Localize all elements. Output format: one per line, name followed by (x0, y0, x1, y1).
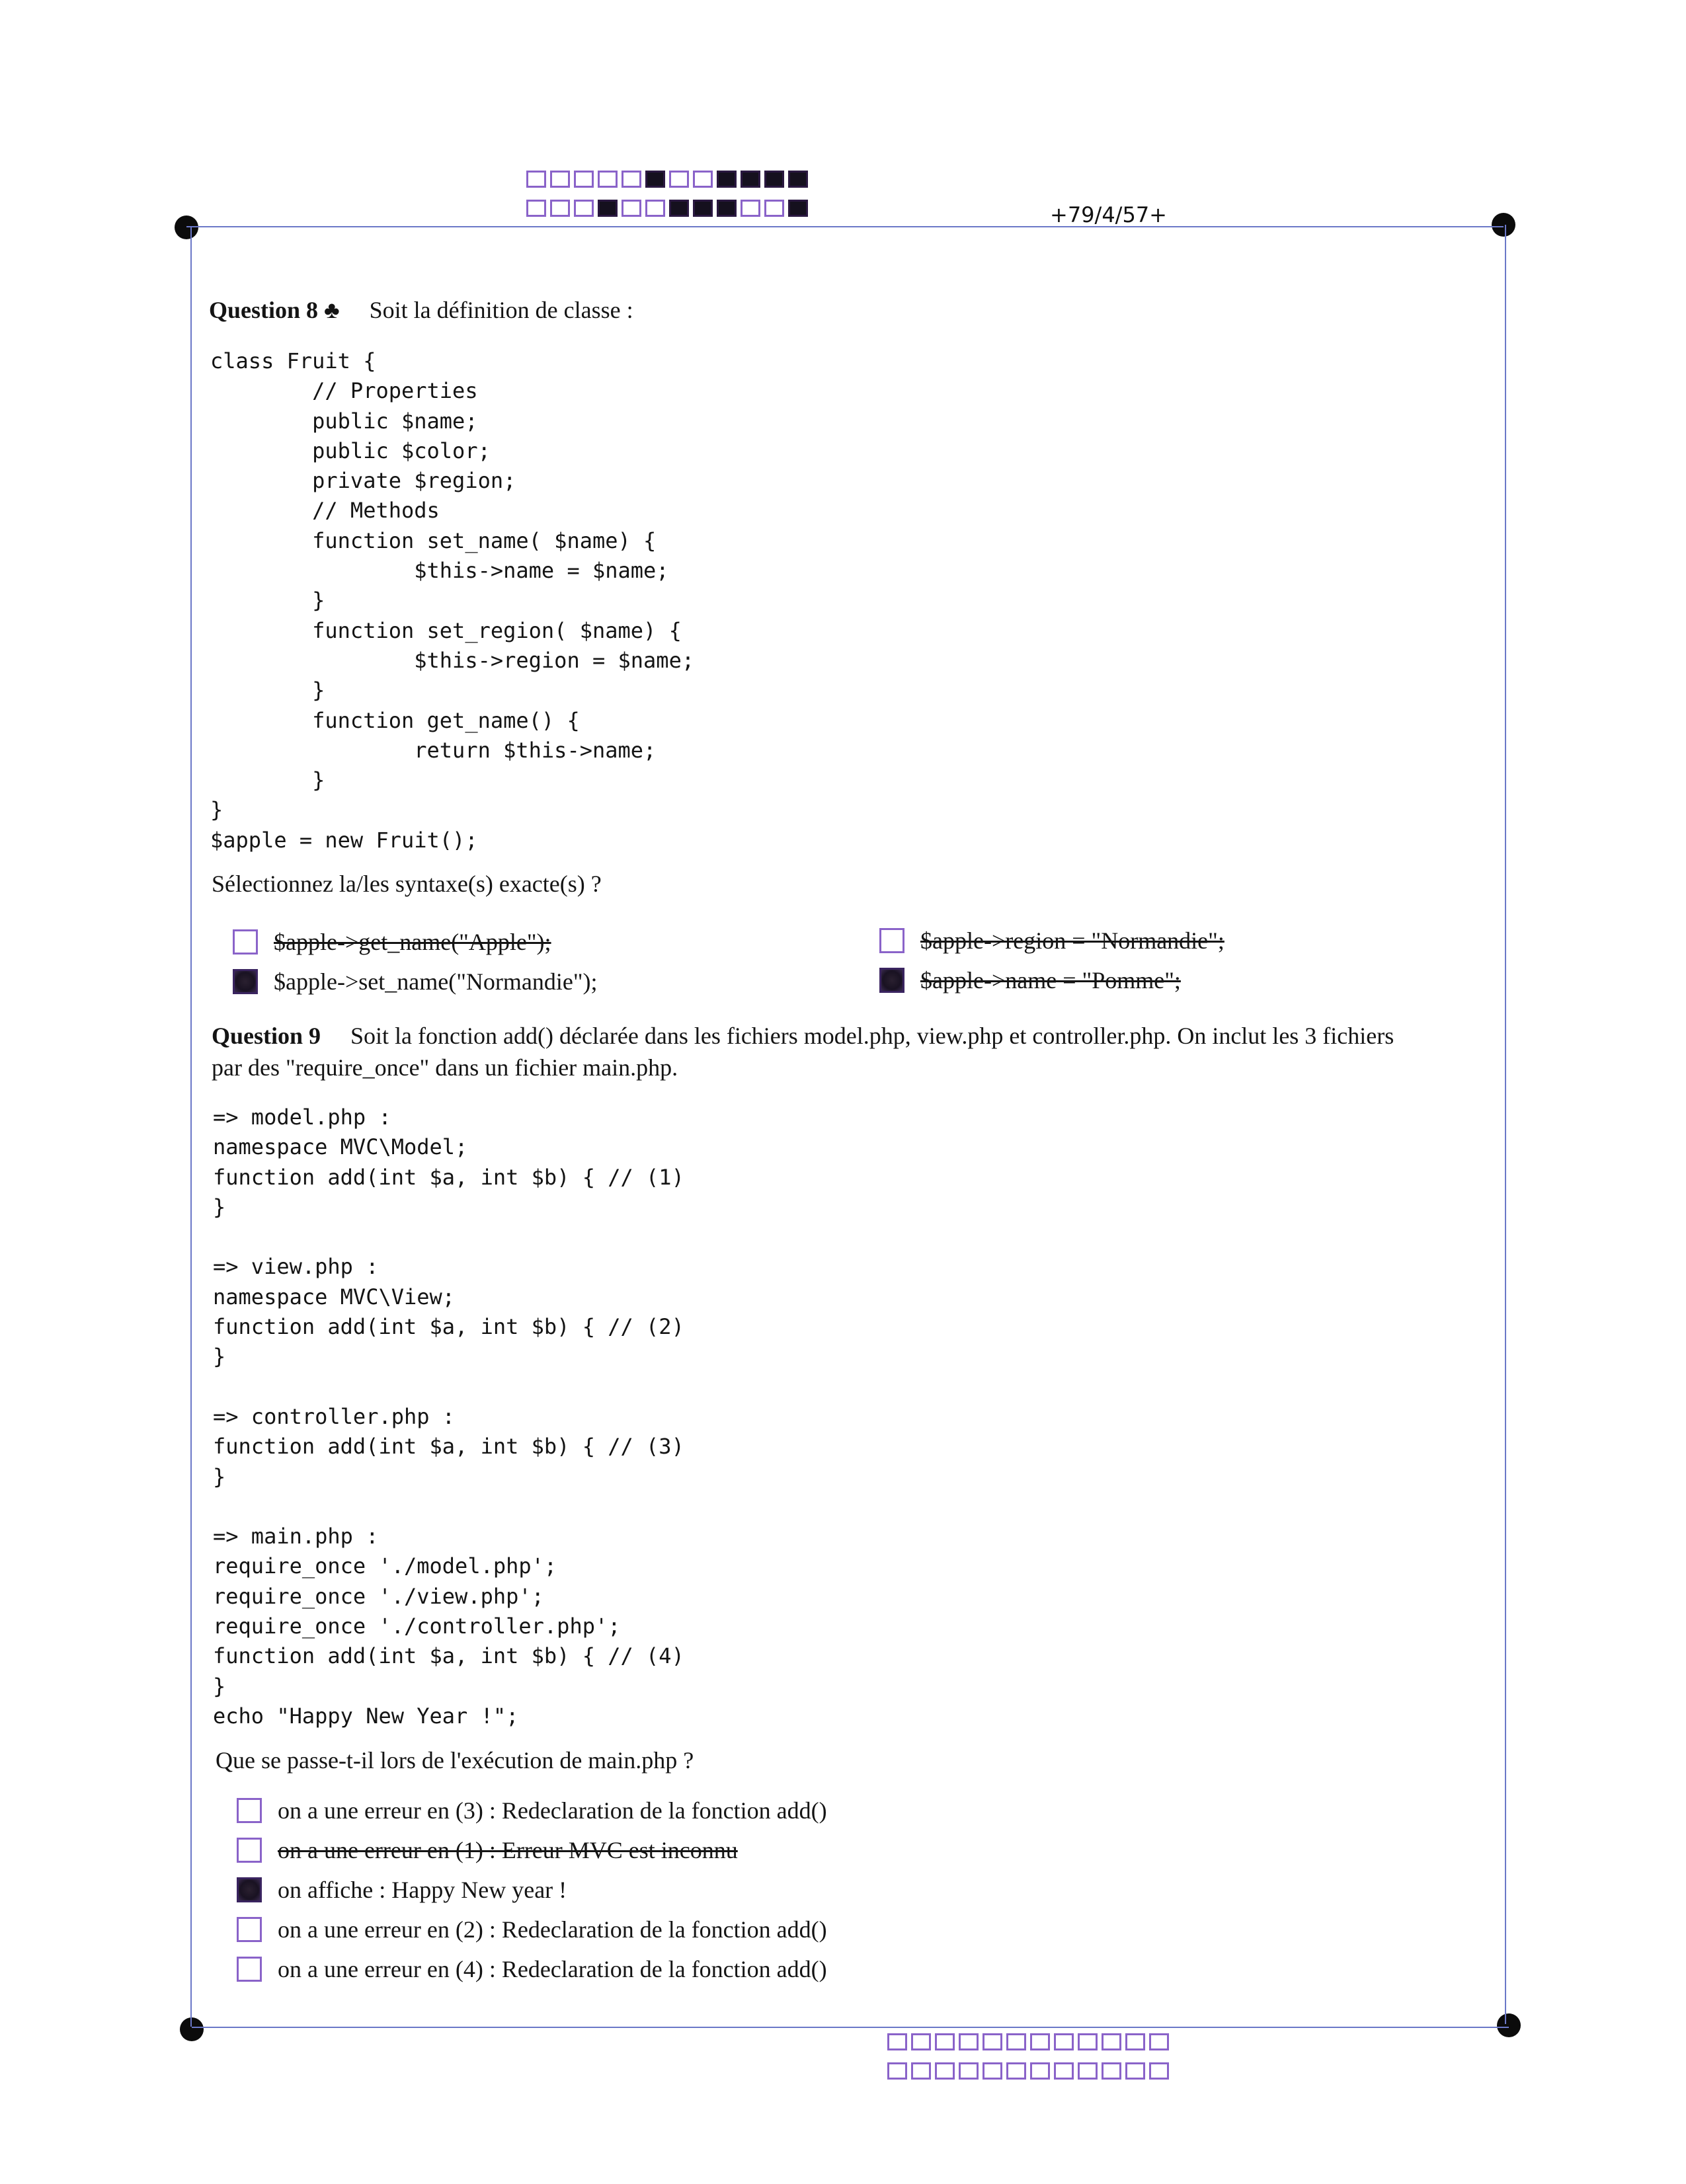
q9-checkbox-5[interactable] (237, 1957, 262, 1982)
header-grid-row1-cell-1 (526, 171, 546, 188)
footer-grid-row1-cell-9 (1078, 2033, 1098, 2050)
header-grid-row2-cell-10 (741, 200, 760, 217)
footer-grid-row1-cell-7 (1030, 2033, 1050, 2050)
header-grid-row1-cell-12 (788, 171, 808, 188)
q9-option-3[interactable] (237, 1876, 567, 1904)
q9-checkbox-2[interactable] (237, 1838, 262, 1863)
header-grid-row2-cell-9 (717, 200, 737, 217)
header-grid-row2-cell-1 (526, 200, 546, 217)
corner-mark-bottom-right (1497, 2013, 1521, 2037)
header-id-grid-row-2 (526, 200, 812, 217)
header-grid-row2-cell-7 (669, 200, 689, 217)
question-8-prompt: Soit la définition de classe : (369, 297, 633, 323)
q8-checkbox-4[interactable] (879, 968, 904, 993)
frame-left (190, 227, 192, 2027)
header-grid-row2-cell-6 (645, 200, 665, 217)
corner-mark-top-right (1492, 213, 1515, 237)
header-grid-row1-cell-8 (693, 171, 713, 188)
q9-option-5-text: on a une erreur en (4) : Redeclaration de la fonction add() (278, 1956, 827, 1982)
question-9-title (212, 1021, 1494, 1051)
header-grid-row2-cell-2 (550, 200, 570, 217)
header-grid-row2-cell-12 (788, 200, 808, 217)
footer-grid-row1-cell-11 (1125, 2033, 1145, 2050)
q8-option-2[interactable] (879, 927, 1224, 955)
q8-option-1[interactable] (233, 928, 551, 956)
q8-option-1-text: $apple->get_name("Apple"); (274, 929, 551, 955)
footer-id-grid-row-1 (887, 2033, 1173, 2050)
footer-grid-row2-cell-1 (887, 2062, 907, 2080)
footer-grid-row2-cell-3 (935, 2062, 955, 2080)
q9-option-1-text: on a une erreur en (3) : Redeclaration de la fonction add() (278, 1797, 827, 1824)
header-grid-row2-cell-8 (693, 200, 713, 217)
footer-grid-row2-cell-6 (1006, 2062, 1026, 2080)
q9-checkbox-1[interactable] (237, 1798, 262, 1823)
footer-grid-row1-cell-8 (1054, 2033, 1074, 2050)
footer-grid-row1-cell-2 (911, 2033, 931, 2050)
footer-grid-row2-cell-12 (1149, 2062, 1169, 2080)
header-grid-row2-cell-11 (764, 200, 784, 217)
header-grid-row2-cell-4 (598, 200, 618, 217)
q9-option-2[interactable] (237, 1836, 738, 1864)
frame-bottom (192, 2027, 1509, 2028)
header-grid-row1-cell-2 (550, 171, 570, 188)
footer-grid-row2-cell-11 (1125, 2062, 1145, 2080)
page-id: +79/4/57+ (1050, 202, 1167, 227)
question-8-label: Question 8 ♣ (209, 297, 340, 323)
q9-option-4[interactable] (237, 1916, 827, 1943)
header-grid-row1-cell-5 (622, 171, 641, 188)
header-grid-row1-cell-9 (717, 171, 737, 188)
header-grid-row1-cell-6 (645, 171, 665, 188)
footer-grid-row2-cell-7 (1030, 2062, 1050, 2080)
footer-grid-row1-cell-5 (983, 2033, 1002, 2050)
header-grid-row1-cell-4 (598, 171, 618, 188)
q8-option-4[interactable] (879, 966, 1181, 994)
corner-mark-top-left (175, 215, 198, 239)
footer-grid-row2-cell-10 (1102, 2062, 1121, 2080)
q9-option-4-text: on a une erreur en (2) : Redeclaration de la fonction add() (278, 1916, 827, 1943)
footer-grid-row1-cell-12 (1149, 2033, 1169, 2050)
question-8-title (209, 295, 633, 325)
corner-mark-bottom-left (180, 2017, 204, 2041)
q9-option-5[interactable] (237, 1955, 827, 1983)
header-grid-row1-cell-3 (574, 171, 594, 188)
q9-option-3-text: on affiche : Happy New year ! (278, 1877, 567, 1903)
footer-grid-row1-cell-4 (959, 2033, 979, 2050)
header-id-grid-row-1 (526, 171, 812, 188)
footer-grid-row1-cell-3 (935, 2033, 955, 2050)
question-9-label: Question 9 (212, 1023, 321, 1049)
footer-grid-row2-cell-4 (959, 2062, 979, 2080)
footer-grid-row2-cell-9 (1078, 2062, 1098, 2080)
frame-top (186, 226, 1504, 227)
footer-grid-row2-cell-8 (1054, 2062, 1074, 2080)
footer-grid-row2-cell-2 (911, 2062, 931, 2080)
header-grid-row1-cell-11 (764, 171, 784, 188)
question-9-prompt-line-1: Soit la fonction add() déclarée dans les fichiers model.php, view.php et controller.php. On inclut les 3 fichiers (350, 1023, 1394, 1049)
question-8-code: class Fruit { // Properties public $name; public $color; private $region; // Methods function set_name( $name) { $this->name = $name; } function set_region( $name) { $this->region = $name; } function get_name() { return $this->name; } } $apple = new Fruit(); (210, 348, 695, 853)
question-9-prompt-line-2: par des "require_once" dans un fichier main.php. (212, 1054, 678, 1081)
q8-checkbox-3[interactable] (233, 969, 258, 994)
question-8-instruction: Sélectionnez la/les syntaxe(s) exacte(s) ? (212, 871, 602, 897)
q8-option-2-text: $apple->region = "Normandie"; (920, 927, 1224, 954)
q9-option-1[interactable] (237, 1797, 827, 1824)
header-grid-row2-cell-3 (574, 200, 594, 217)
q8-option-3[interactable] (233, 968, 598, 995)
footer-id-grid-row-2 (887, 2062, 1173, 2080)
question-9-code: => model.php : namespace MVC\Model; function add(int $a, int $b) { // (1) } => view.php : namespace MVC\View; function add(int $a, int $b) { // (2) } => controller.php : function add(int $a, int $b) { // (3) } => main.php : require_once './model.php'; require_once './view.php'; require_once './controller.php'; function add(int $a, int $b) { // (4) } echo "Happy New Year !"; (213, 1105, 684, 1729)
header-grid-row1-cell-10 (741, 171, 760, 188)
q8-option-3-text: $apple->set_name("Normandie"); (274, 968, 598, 995)
q9-checkbox-4[interactable] (237, 1917, 262, 1942)
q9-checkbox-3[interactable] (237, 1877, 262, 1902)
footer-grid-row2-cell-5 (983, 2062, 1002, 2080)
footer-grid-row1-cell-6 (1006, 2033, 1026, 2050)
question-9-instruction: Que se passe-t-il lors de l'exécution de main.php ? (216, 1747, 694, 1774)
q9-option-2-text: on a une erreur en (1) : Erreur MVC est inconnu (278, 1837, 738, 1863)
footer-grid-row1-cell-1 (887, 2033, 907, 2050)
q8-checkbox-1[interactable] (233, 929, 258, 955)
footer-grid-row1-cell-10 (1102, 2033, 1121, 2050)
q8-option-4-text: $apple->name = "Pomme"; (920, 967, 1181, 994)
q8-checkbox-2[interactable] (879, 928, 904, 953)
header-grid-row2-cell-5 (622, 200, 641, 217)
frame-right (1505, 225, 1506, 2024)
header-grid-row1-cell-7 (669, 171, 689, 188)
